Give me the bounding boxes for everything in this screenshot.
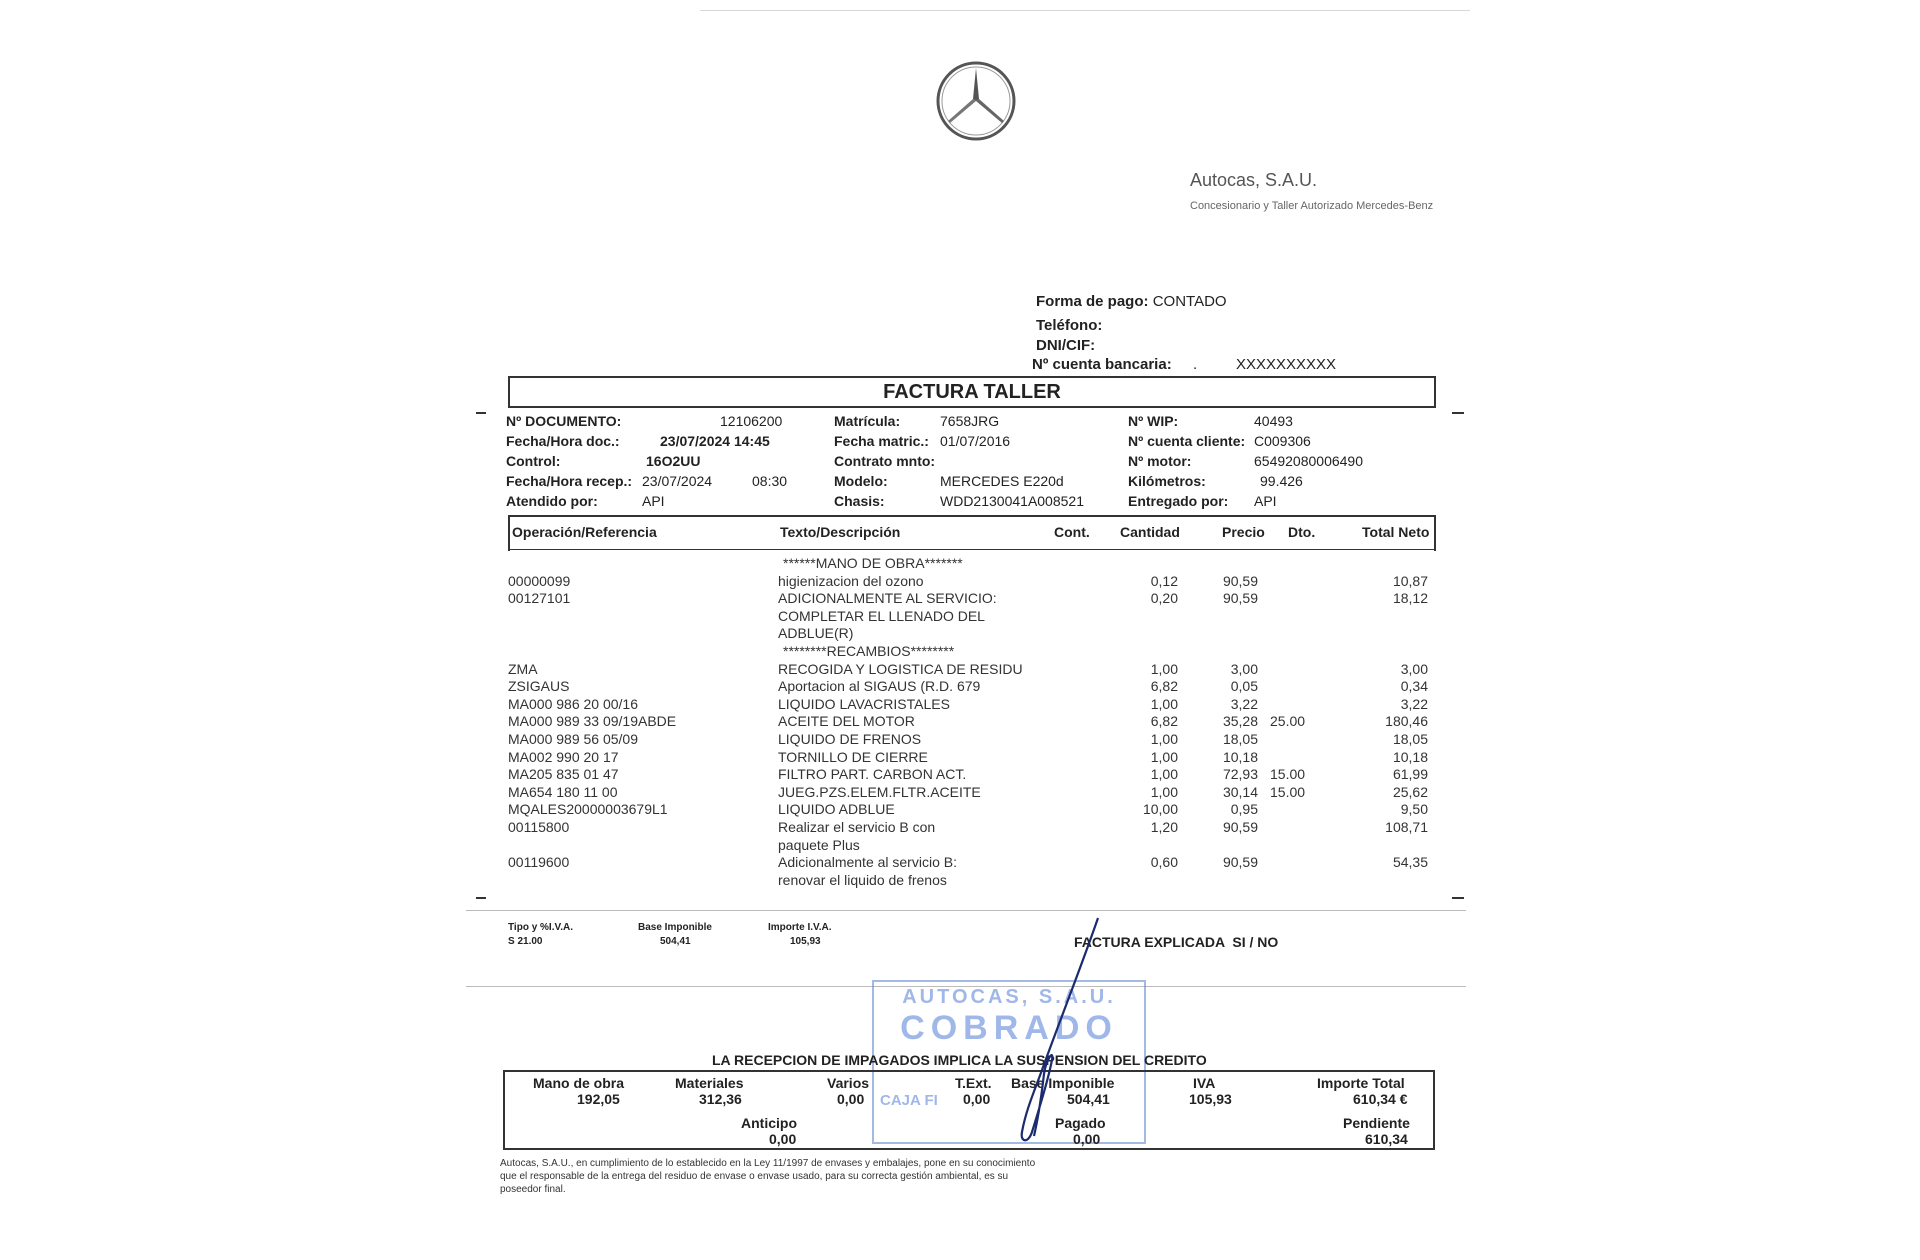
- table-row: [508, 713, 1436, 731]
- row-precio: 10,18: [1222, 748, 1258, 765]
- row-ref: MA654 180 11 00: [508, 783, 618, 800]
- row-ref: MA000 989 56 05/09: [508, 731, 638, 747]
- header-dto: Dto.: [1288, 524, 1316, 540]
- fecha-recep-label: Fecha/Hora recep.:: [506, 473, 633, 489]
- margin-mark-right-top: [1452, 412, 1464, 414]
- margin-mark-left-top: [476, 412, 486, 414]
- iva-importe-label: Importe I.V.A.: [768, 922, 832, 933]
- table-row: [508, 661, 1436, 679]
- pagado-value: 0,00: [1073, 1131, 1101, 1147]
- base-imponible-label: Base Imponible: [1011, 1075, 1115, 1091]
- stamp-line-2: COBRADO: [900, 1009, 1118, 1047]
- row-precio: 0,95: [1230, 801, 1258, 818]
- row-desc: higienizacion del ozono: [778, 572, 924, 589]
- wip-label: Nº WIP:: [1128, 413, 1179, 429]
- row-desc: ACEITE DEL MOTOR: [778, 713, 915, 730]
- row-total: 0,34: [1400, 678, 1428, 695]
- pendiente-label: Pendiente: [1343, 1115, 1410, 1131]
- iva-tipo-value: S 21.00: [508, 936, 543, 947]
- varios-label: Varios: [827, 1075, 870, 1091]
- row-cantidad: 6,82: [1150, 678, 1178, 695]
- row-total: 108,71: [1385, 819, 1428, 835]
- iva-top-rule: [466, 910, 1466, 911]
- mercedes-star-logo: [935, 60, 1017, 142]
- row-ref: 00115800: [508, 819, 570, 835]
- table-row: [508, 573, 1436, 591]
- importe-total-label: Importe Total: [1317, 1075, 1405, 1091]
- impagados-notice: LA RECEPCION DE IMPAGADOS IMPLICA LA SUSPENSION DEL CREDITO: [712, 1052, 1207, 1068]
- control-label: Control:: [506, 453, 561, 469]
- row-precio: 30,14: [1222, 783, 1258, 800]
- row-total: 61,99: [1392, 766, 1428, 783]
- iva-base-label: Base Imponible: [638, 922, 712, 933]
- row-desc: RECOGIDA Y LOGISTICA DE RESIDU: [778, 660, 1023, 677]
- row-desc: LIQUIDO ADBLUE: [778, 801, 895, 818]
- forma-pago-label: Forma de pago:: [1036, 293, 1149, 310]
- anticipo-label: Anticipo: [741, 1115, 797, 1131]
- forma-pago-value: CONTADO: [1152, 293, 1227, 310]
- company-subtitle: Concesionario y Taller Autorizado Mercedes-Benz: [1190, 200, 1434, 212]
- line-items: [508, 555, 1436, 895]
- materiales-label: Materiales: [675, 1075, 744, 1091]
- top-rule: [700, 10, 1470, 11]
- totals-box: [503, 1070, 1435, 1150]
- row-precio: 90,59: [1222, 854, 1258, 871]
- header-total: Total Neto: [1362, 524, 1430, 540]
- row-desc: ADICIONALMENTE AL SERVICIO:: [778, 590, 997, 607]
- header-texto: Texto/Descripción: [780, 524, 901, 540]
- cuenta-dot: .: [1193, 356, 1198, 373]
- iva-importe-value: 105,93: [790, 936, 821, 947]
- row-desc: renovar el liquido de frenos: [778, 871, 947, 888]
- row-desc: LIQUIDO DE FRENOS: [778, 731, 922, 747]
- table-header: [508, 515, 1436, 551]
- row-desc: COMPLETAR EL LLENADO DEL: [778, 607, 985, 624]
- row-desc: ADBLUE(R): [778, 625, 854, 642]
- row-ref: ZMA: [508, 660, 538, 677]
- header-cont: Cont.: [1054, 524, 1090, 540]
- stamp-line-1: AUTOCAS, S.A.U.: [902, 986, 1116, 1008]
- table-row: [508, 590, 1436, 608]
- row-total: 180,46: [1385, 713, 1428, 730]
- factura-explicada: FACTURA EXPLICADA SI / NO: [1074, 934, 1279, 950]
- fecha-matric-value: 01/07/2016: [940, 433, 1011, 449]
- row-ref: MA205 835 01 47: [508, 766, 619, 783]
- company-name: Autocas, S.A.U.: [1190, 170, 1318, 190]
- text-label: T.Ext.: [955, 1075, 992, 1091]
- modelo-value: MERCEDES E220d: [940, 473, 1064, 489]
- entregado-label: Entregado por:: [1128, 493, 1229, 509]
- header-cantidad: Cantidad: [1120, 524, 1180, 540]
- row-desc: Aportacion al SIGAUS (R.D. 679: [778, 678, 981, 695]
- legal-notice: Autocas, S.A.U., en cumplimiento de lo establecido en la Ley 11/1997 de envases y embalajes, pone en su conocimiento que el responsable de la entrega del residuo de envase o envase usado, para su correcta gestión ambiental, es su poseedor final.: [500, 1158, 1036, 1195]
- row-dto: 15.00: [1270, 766, 1306, 783]
- stamp-line-3: CAJA FI: [880, 1092, 938, 1109]
- matricula-label: Matrícula:: [834, 413, 901, 429]
- iva-value: 105,93: [1189, 1091, 1232, 1107]
- row-desc: Adicionalmente al servicio B:: [778, 854, 957, 871]
- table-row: [508, 854, 1436, 872]
- header-operacion: Operación/Referencia: [512, 524, 657, 540]
- row-precio: 3,00: [1230, 660, 1258, 677]
- table-row: [508, 555, 1436, 573]
- row-total: 25,62: [1392, 783, 1428, 800]
- cuenta-value: XXXXXXXXXX: [1236, 356, 1337, 373]
- varios-value: 0,00: [837, 1091, 865, 1107]
- row-cantidad: 1,00: [1150, 695, 1178, 712]
- motor-label: Nº motor:: [1128, 453, 1192, 469]
- row-desc: Realizar el servicio B con: [778, 819, 936, 835]
- row-ref: 00119600: [508, 854, 570, 871]
- row-precio: 90,59: [1222, 590, 1258, 607]
- page-title: FACTURA TALLER: [883, 381, 1061, 403]
- table-row: [508, 678, 1436, 696]
- km-label: Kilómetros:: [1128, 473, 1206, 489]
- control-value: 16O2UU: [646, 453, 701, 469]
- base-imponible-value: 504,41: [1067, 1091, 1110, 1107]
- table-row: [508, 872, 1436, 890]
- iva-base-value: 504,41: [660, 936, 691, 947]
- row-cantidad: 0,12: [1150, 572, 1178, 589]
- row-cantidad: 1,00: [1150, 766, 1178, 783]
- mano-obra-label: Mano de obra: [533, 1075, 625, 1091]
- matricula-value: 7658JRG: [940, 413, 1000, 429]
- contrato-label: Contrato mnto:: [834, 453, 936, 469]
- entregado-value: API: [1254, 493, 1277, 509]
- row-ref: MA002 990 20 17: [508, 748, 619, 765]
- row-total: 18,05: [1392, 731, 1428, 747]
- table-row: [508, 749, 1436, 767]
- row-ref: MQALES20000003679L1: [508, 801, 668, 818]
- fecha-doc-label: Fecha/Hora doc.:: [506, 433, 620, 449]
- anticipo-value: 0,00: [769, 1131, 797, 1147]
- row-precio: 72,93: [1222, 766, 1258, 783]
- row-desc: JUEG.PZS.ELEM.FLTR.ACEITE: [778, 783, 981, 800]
- row-total: 9,50: [1400, 801, 1428, 818]
- row-ref: 00000099: [508, 572, 571, 589]
- row-cantidad: 10,00: [1142, 801, 1178, 818]
- table-row: [508, 696, 1436, 714]
- row-precio: 18,05: [1222, 731, 1258, 747]
- row-ref: MA000 989 33 09/19ABDE: [508, 713, 677, 730]
- margin-mark-left-bottom: [476, 897, 486, 899]
- handwritten-signature: [990, 910, 1110, 1150]
- atendido-label: Atendido por:: [506, 493, 598, 509]
- table-row: [508, 643, 1436, 661]
- row-total: 3,22: [1400, 695, 1428, 712]
- table-row: [508, 801, 1436, 819]
- row-desc: ********RECAMBIOS********: [783, 643, 955, 659]
- importe-total-value: 610,34 €: [1353, 1091, 1408, 1107]
- hora-recep-value: 08:30: [752, 473, 788, 489]
- text-value: 0,00: [963, 1091, 991, 1107]
- header-precio: Precio: [1222, 524, 1265, 540]
- chasis-value: WDD2130041A008521: [940, 493, 1084, 509]
- telefono-label: Teléfono:: [1036, 317, 1103, 334]
- row-total: 10,87: [1392, 572, 1428, 589]
- row-cantidad: 6,82: [1150, 713, 1178, 730]
- row-desc: ******MANO DE OBRA*******: [783, 555, 963, 571]
- row-cantidad: 1,20: [1150, 819, 1178, 835]
- mano-obra-value: 192,05: [577, 1091, 620, 1107]
- table-row: [508, 625, 1436, 643]
- row-precio: 90,59: [1222, 572, 1258, 589]
- iva-label: IVA: [1193, 1075, 1216, 1091]
- pendiente-value: 610,34: [1365, 1131, 1408, 1147]
- doc-number-label: Nº DOCUMENTO:: [506, 413, 622, 429]
- row-cantidad: 1,00: [1150, 660, 1178, 677]
- table-row: [508, 784, 1436, 802]
- table-row: [508, 837, 1436, 855]
- row-desc: LIQUIDO LAVACRISTALES: [778, 695, 950, 712]
- pagado-label: Pagado: [1055, 1115, 1106, 1131]
- row-cantidad: 1,00: [1150, 748, 1178, 765]
- row-cantidad: 0,60: [1150, 854, 1178, 871]
- row-precio: 3,22: [1230, 695, 1258, 712]
- fecha-doc-value: 23/07/2024 14:45: [660, 433, 770, 449]
- row-desc: TORNILLO DE CIERRE: [778, 748, 928, 765]
- chasis-label: Chasis:: [834, 493, 885, 509]
- row-precio: 35,28: [1222, 713, 1258, 730]
- invoice-title-box: [508, 376, 1436, 408]
- row-cantidad: 0,20: [1150, 590, 1178, 607]
- row-desc: FILTRO PART. CARBON ACT.: [778, 766, 967, 783]
- km-value: 99.426: [1260, 473, 1303, 489]
- motor-value: 65492080006490: [1254, 453, 1364, 469]
- wip-value: 40493: [1254, 413, 1293, 429]
- row-ref: ZSIGAUS: [508, 678, 570, 695]
- atendido-value: API: [642, 493, 665, 509]
- margin-mark-right-bottom: [1452, 897, 1464, 899]
- row-total: 54,35: [1392, 854, 1428, 871]
- table-header-rule: [508, 549, 1436, 550]
- row-dto: 15.00: [1270, 783, 1306, 800]
- table-row: [508, 766, 1436, 784]
- cuenta-cliente-value: C009306: [1254, 433, 1311, 449]
- cuenta-cliente-label: Nº cuenta cliente:: [1128, 433, 1246, 449]
- row-ref: MA000 986 20 00/16: [508, 695, 638, 712]
- row-cantidad: 1,00: [1150, 731, 1178, 747]
- materiales-value: 312,36: [699, 1091, 742, 1107]
- table-row: [508, 608, 1436, 626]
- row-precio: 90,59: [1222, 819, 1258, 835]
- fecha-recep-value: 23/07/2024: [642, 473, 713, 489]
- table-row: [508, 731, 1436, 749]
- dni-label: DNI/CIF:: [1036, 337, 1096, 354]
- fecha-matric-label: Fecha matric.:: [834, 433, 929, 449]
- row-total: 3,00: [1400, 660, 1428, 677]
- modelo-label: Modelo:: [834, 473, 888, 489]
- table-row: [508, 819, 1436, 837]
- row-ref: 00127101: [508, 590, 571, 607]
- iva-tipo-label: Tipo y %I.V.A.: [508, 922, 574, 933]
- row-cantidad: 1,00: [1150, 783, 1178, 800]
- row-precio: 0,05: [1230, 678, 1258, 695]
- row-total: 18,12: [1392, 590, 1428, 607]
- row-dto: 25.00: [1270, 713, 1306, 730]
- cuenta-label: Nº cuenta bancaria:: [1032, 356, 1172, 373]
- row-desc: paquete Plus: [778, 836, 860, 853]
- doc-number-value: 12106200: [720, 413, 783, 429]
- row-total: 10,18: [1392, 748, 1428, 765]
